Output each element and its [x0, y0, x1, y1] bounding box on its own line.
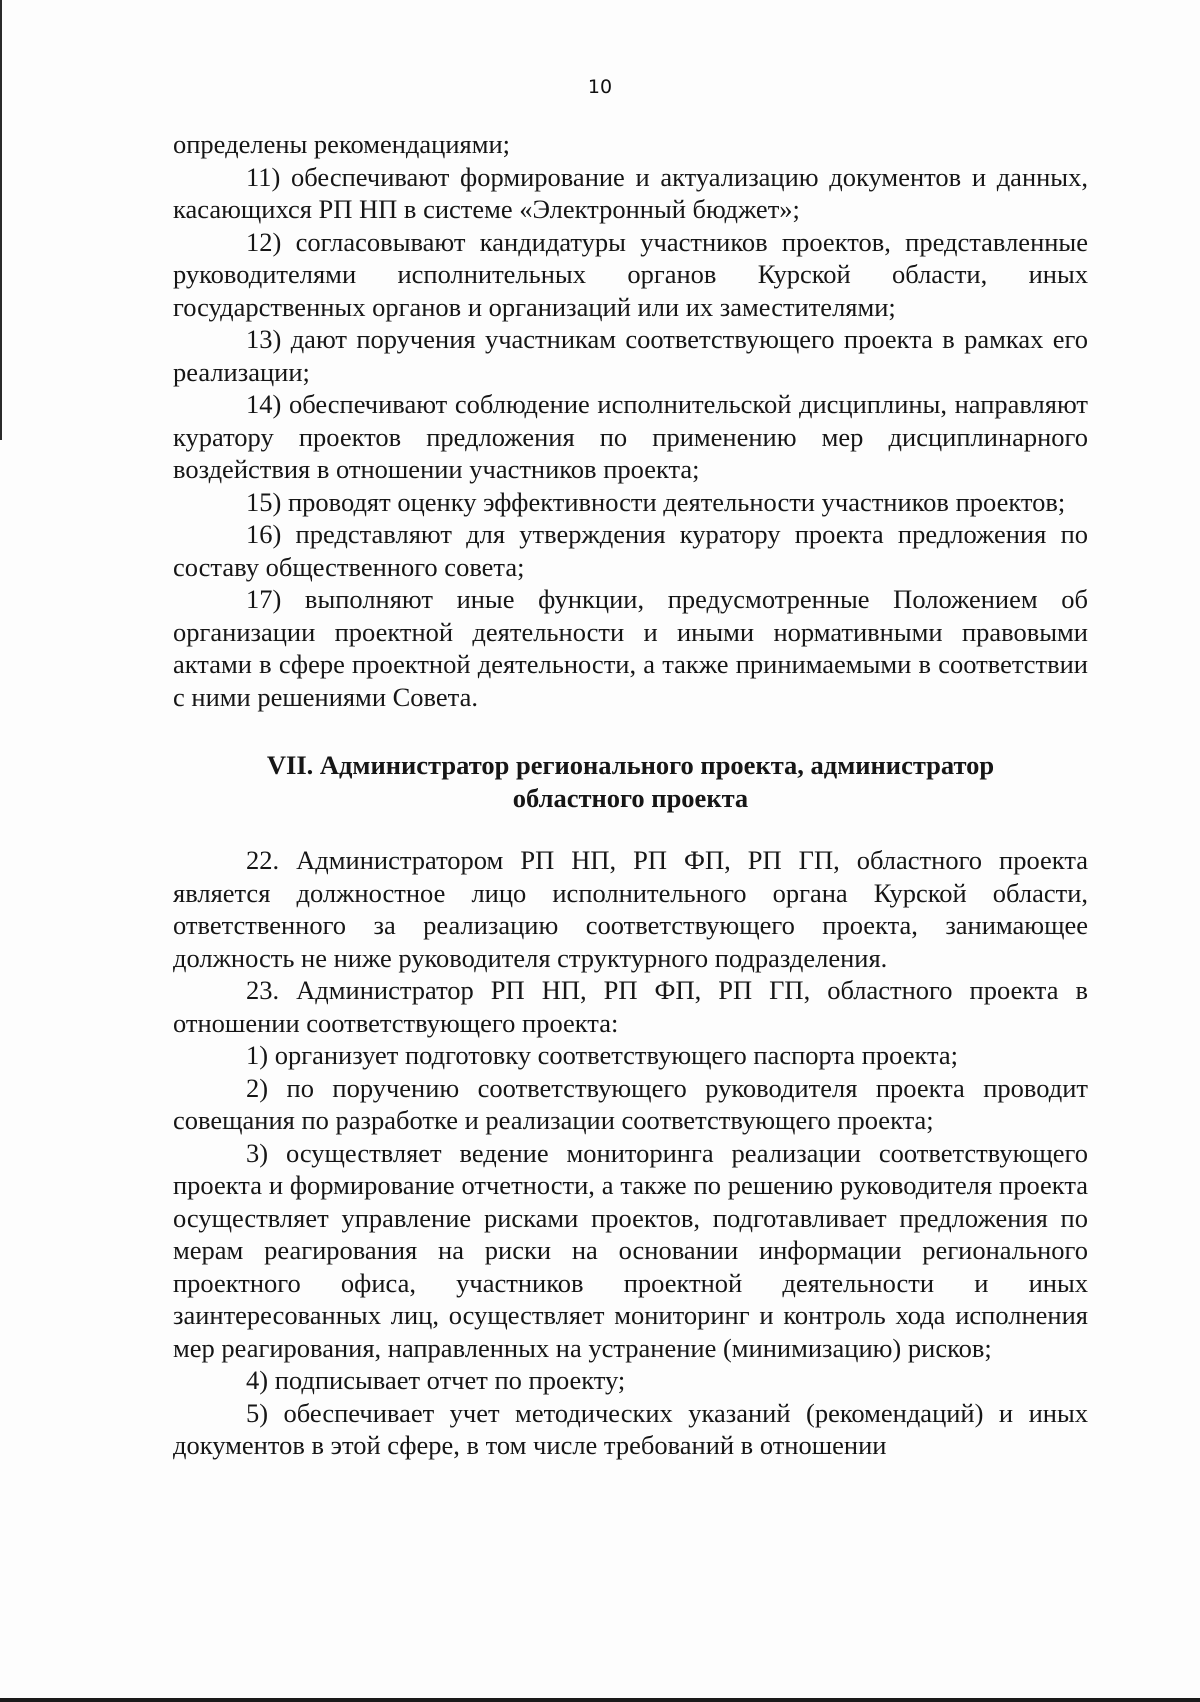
- section-heading-line-2: областного проекта: [512, 782, 749, 813]
- paragraph: определены рекомендациями;: [173, 129, 511, 159]
- page-number: 10: [587, 76, 613, 98]
- paragraph-clause-22: 22. Администратором РП НП, РП ФП, РП ГП, областного проекта является должностное лицо исполнительного органа Курской области, ответственного за реализацию соответствующего проекта, занимающее должность не ниже руководителя структурного подразделения.: [173, 845, 1088, 973]
- document-body: [173, 128, 1088, 1462]
- paragraph-item-14: 14) обеспечивают соблюдение исполнительской дисциплины, направляют куратору проектов предложения по применению мер дисциплинарного воздействия в отношении участников проекта;: [173, 389, 1088, 484]
- paragraph-subitem-4: 4) подписывает отчет по проекту;: [246, 1365, 626, 1395]
- paragraph-subitem-3: 3) осуществляет ведение мониторинга реализации соответствующего проекта и формирование отчетности, а также по решению руководителя проекта осуществляет управление рисками проектов, подготавливает предложения по мерам реагирования на риски на основании информации регионального проектного офиса, участников проектной деятельности и иных заинтересованных лиц, осуществляет мониторинг и контроль хода исполнения мер реагирования, направленных на устранение (минимизацию) рисков;: [173, 1137, 1088, 1363]
- section-heading-line-1: VII. Администратор регионального проекта, администратор: [266, 750, 995, 780]
- paragraph-item-15: 15) проводят оценку эффективности деятельности участников проектов;: [246, 486, 1066, 517]
- paragraph-subitem-1: 1) организует подготовку соответствующего паспорта проекта;: [246, 1040, 959, 1070]
- paragraph-item-13: 13) дают поручения участникам соответствующего проекта в рамках его реализации;: [173, 324, 1088, 387]
- paragraph-subitem-2: 2) по поручению соответствующего руководителя проекта проводит совещания по разработке и реализации соответствующего проекта;: [173, 1072, 1088, 1135]
- paragraph-item-17: 17) выполняют иные функции, предусмотренные Положением об организации проектной деятельности и иными нормативными правовыми актами в сфере проектной деятельности, а также принимаемыми в соответствии с ними решениями Совета.: [173, 584, 1088, 712]
- paragraph-item-12: 12) согласовывают кандидатуры участников проектов, представленные руководителями исполнительных органов Курской области, иных государственных органов и организаций или их заместителями;: [173, 226, 1088, 322]
- paragraph-item-16: 16) представляют для утверждения куратору проекта предложения по составу общественного совета;: [173, 519, 1088, 582]
- paragraph-clause-23: 23. Администратор РП НП, РП ФП, РП ГП, областного проекта в отношении соответствующего проекта:: [173, 975, 1088, 1038]
- scan-edge-left: [0, 0, 2, 440]
- paragraphs-before-heading: [173, 128, 1088, 713]
- paragraph-subitem-5: 5) обеспечивает учет методических указаний (рекомендаций) и иных документов в этой сфере, в том числе требований в отношении: [173, 1397, 1088, 1460]
- section-heading: [173, 749, 1088, 814]
- scan-edge-bottom: [0, 1698, 1200, 1702]
- paragraphs-after-heading: [173, 844, 1088, 1462]
- paragraph-item-11: 11) обеспечивают формирование и актуализацию документов и данных, касающихся РП НП в системе «Электронный бюджет»;: [173, 161, 1088, 224]
